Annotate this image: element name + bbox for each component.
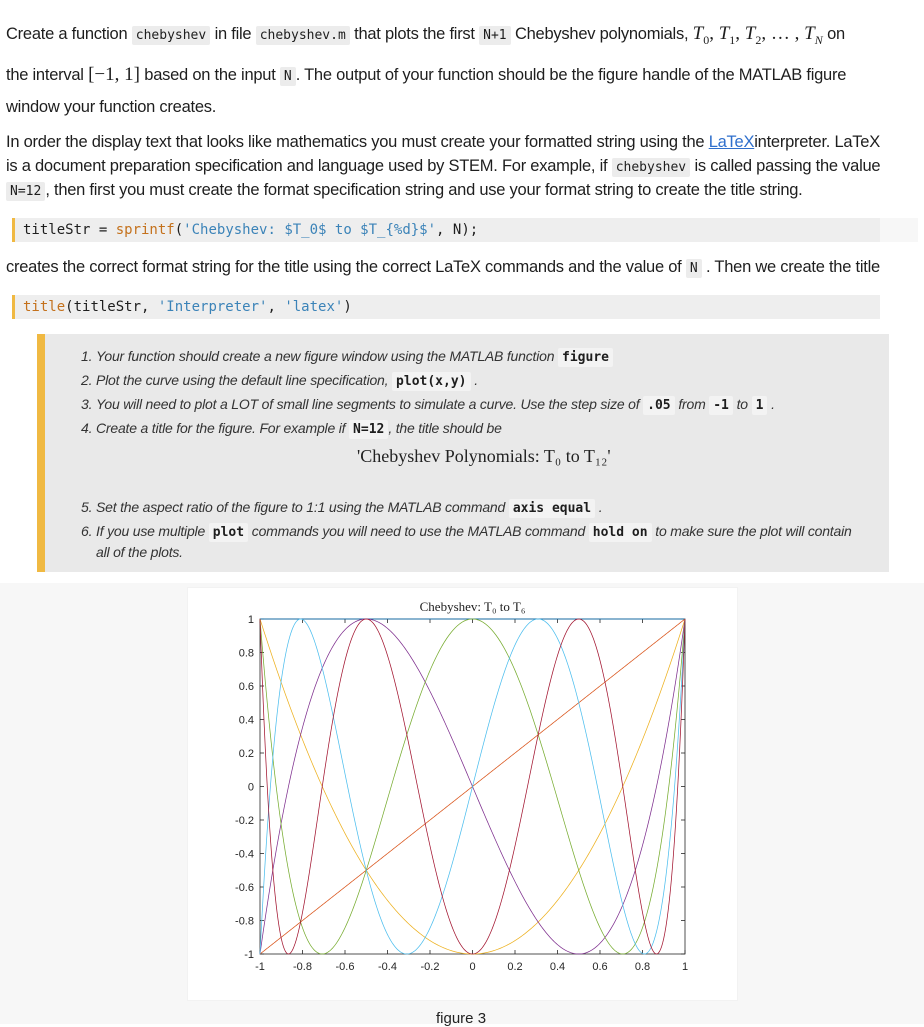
instruction-3 — [81, 396, 775, 413]
code-token: ) — [343, 299, 352, 315]
code-block-title — [12, 295, 880, 319]
instruction-1 — [81, 348, 613, 365]
text: the interval — [6, 66, 84, 84]
code-token: , — [267, 299, 285, 315]
x-tick-label: -0.4 — [378, 961, 397, 973]
math-interval: [−1, 1] — [88, 64, 140, 85]
inline-code-n-value: N=12 — [6, 182, 45, 201]
inline-code-file: chebyshev.m — [256, 26, 350, 45]
y-tick-label: 0.4 — [238, 714, 254, 727]
figure-panel — [188, 588, 737, 1000]
between-line — [6, 258, 918, 277]
y-tick-label: -0.6 — [235, 882, 254, 894]
inline-code: N=12 — [349, 420, 388, 439]
list-number: 6. — [81, 523, 93, 539]
text: creates the correct format string for the title using the correct LaTeX commands and the value of — [6, 258, 682, 276]
text: Create a title for the figure. For example if — [96, 420, 346, 436]
text: . — [598, 499, 603, 515]
list-number: 3. — [81, 396, 93, 412]
x-tick-label: 0.4 — [549, 961, 566, 973]
inline-code: figure — [558, 348, 613, 367]
y-tick-label: -0.4 — [235, 848, 254, 861]
latex-line-2 — [6, 157, 918, 176]
code-token: 'latex' — [284, 299, 344, 315]
x-tick-label: 0.2 — [507, 961, 523, 973]
text: . — [474, 372, 478, 388]
text: commands you will need to use the MATLAB command — [251, 523, 586, 539]
x-tick-label: -0.6 — [335, 961, 355, 973]
text: , the title should be — [388, 420, 502, 436]
text: to make sure the plot will contain — [655, 523, 852, 539]
intro-line-1 — [6, 23, 918, 48]
chart-title: Chebyshev: T₀ to T₆ — [419, 599, 526, 614]
list-number: 2. — [81, 372, 93, 388]
y-tick-label: 0 — [247, 781, 254, 794]
inline-code: axis equal — [509, 499, 595, 518]
inline-code-n-plus-1: N+1 — [479, 26, 510, 45]
x-tick-label: 0.6 — [592, 961, 608, 973]
inline-code: .05 — [643, 396, 674, 415]
text: is a document preparation specification and language used by STEM. For example, if — [6, 157, 608, 175]
text: You will need to plot a LOT of small line segments to simulate a curve. Use the step size of — [96, 396, 640, 412]
text: based on the input — [144, 66, 276, 84]
code-token: ( — [174, 222, 184, 238]
text: . The output of your function should be the figure handle of the MATLAB figure — [295, 66, 847, 84]
inline-code: -1 — [709, 396, 733, 415]
y-tick-label: -0.8 — [235, 915, 254, 928]
inline-code-function: chebyshev — [612, 158, 690, 177]
latex-link[interactable]: LaTeX — [708, 133, 755, 151]
text: . Then we create the title — [706, 258, 880, 276]
x-tick-label: 0.8 — [634, 961, 651, 973]
text: Create a function — [6, 25, 128, 43]
x-tick-label: 1 — [681, 961, 689, 973]
instruction-6-cont: all of the plots. — [96, 544, 183, 560]
code-block-sprintf — [12, 218, 880, 242]
text: on — [827, 25, 845, 43]
sample-title: 'Chebyshev Polynomials: T₀ to T₁₂' — [357, 446, 611, 466]
y-tick-label: -1 — [244, 949, 254, 961]
code-token: 'Interpreter' — [157, 299, 268, 315]
text: that plots the first — [354, 25, 475, 43]
code-token: titleStr = — [23, 222, 116, 238]
x-tick-label: 0 — [469, 961, 476, 973]
math-series: $T_0$, $T_1$, $T_2$, … , $T_N$ — [692, 23, 823, 47]
chebyshev-chart — [188, 588, 737, 1000]
figure-caption: figure 3 — [436, 1010, 487, 1027]
text: interpreter. LaTeX — [754, 133, 880, 151]
inline-code-n: N — [280, 67, 296, 86]
x-tick-label: -0.2 — [420, 961, 440, 973]
text: In order the display text that looks like mathematics you must create your formatted string using the — [6, 133, 705, 151]
text: Plot the curve using the default line specification, — [96, 372, 389, 388]
instruction-2 — [81, 372, 478, 389]
latex-line-3 — [6, 181, 918, 200]
text: Set the aspect ratio of the figure to 1:1 using the MATLAB command — [96, 499, 506, 515]
code-token: sprintf — [115, 222, 175, 238]
intro-line-2 — [6, 64, 918, 86]
code-token: 'Chebyshev: $T_0$ to $T_{%d}$' — [183, 222, 437, 238]
y-tick-label: -0.2 — [235, 815, 254, 827]
list-number: 4. — [81, 420, 93, 436]
text: to — [736, 396, 748, 412]
list-number: 5. — [81, 499, 93, 515]
code-token: title — [23, 299, 66, 315]
x-tick-label: -0.8 — [293, 961, 312, 973]
inline-code-n: N — [686, 259, 702, 278]
inline-code: hold on — [589, 523, 652, 542]
text: in file — [214, 25, 252, 43]
text: from — [678, 396, 706, 412]
instructions-callout — [37, 334, 889, 572]
code-token: (titleStr, — [65, 299, 158, 315]
y-tick-label: 1 — [247, 614, 254, 626]
instruction-4 — [81, 420, 502, 437]
x-tick-label: -1 — [255, 961, 265, 973]
instruction-6 — [81, 523, 852, 540]
text: Your function should create a new figure window using the MATLAB function — [96, 348, 555, 364]
text: If you use multiple — [96, 523, 206, 539]
code-token: , N); — [436, 222, 479, 238]
inline-code: 1 — [752, 396, 768, 415]
text: . — [771, 396, 775, 412]
y-tick-label: 0.6 — [238, 681, 254, 693]
instruction-5 — [81, 499, 603, 516]
inline-code-function: chebyshev — [132, 26, 210, 45]
inline-code: plot(x,y) — [392, 372, 470, 391]
intro-line-3: window your function creates. — [6, 98, 217, 116]
latex-line-1 — [6, 133, 918, 152]
inline-code: plot — [209, 523, 248, 542]
y-tick-label: 0.8 — [238, 647, 254, 660]
text: , then first you must create the format specification string and use your format string to create the title string. — [45, 181, 803, 199]
text: is called passing the value — [694, 157, 881, 175]
list-number: 1. — [81, 348, 93, 364]
code-block-scroll-area — [880, 218, 918, 242]
text: Chebyshev polynomials, — [514, 25, 689, 43]
y-tick-label: 0.2 — [238, 748, 254, 760]
